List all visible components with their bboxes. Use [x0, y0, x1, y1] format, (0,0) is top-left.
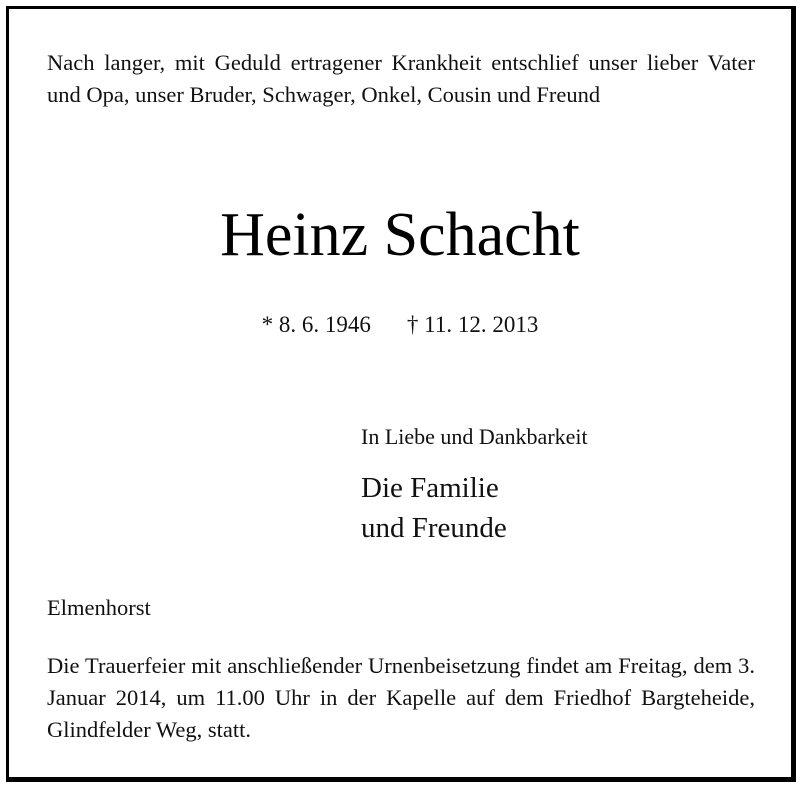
- place-name: Elmenhorst: [47, 595, 151, 620]
- signers: [361, 468, 507, 548]
- funeral-service-text: Die Trauerfeier mit anschließender Urnenbeisetzung findet am Freitag, dem 3. Januar 2014, um 11.00 Uhr in der Kapelle auf dem Friedhof Bargteheide, Glindfelder Weg, statt.: [47, 653, 755, 742]
- signers-line-2: und Freunde: [361, 512, 507, 544]
- thanks-line: In Liebe und Dankbarkeit: [361, 424, 588, 449]
- death-date: † 11. 12. 2013: [406, 312, 539, 337]
- intro-text: Nach langer, mit Geduld ertragener Krankheit entschlief unser lieber Vater und Opa, unser Bruder, Schwager, Onkel, Cousin und Freund: [47, 50, 755, 107]
- deceased-name: Heinz Schacht: [220, 201, 580, 269]
- signers-line-1: Die Familie: [361, 472, 499, 504]
- birth-date: * 8. 6. 1946: [261, 312, 371, 337]
- life-dates: [9, 309, 791, 341]
- obituary-frame: [6, 6, 796, 782]
